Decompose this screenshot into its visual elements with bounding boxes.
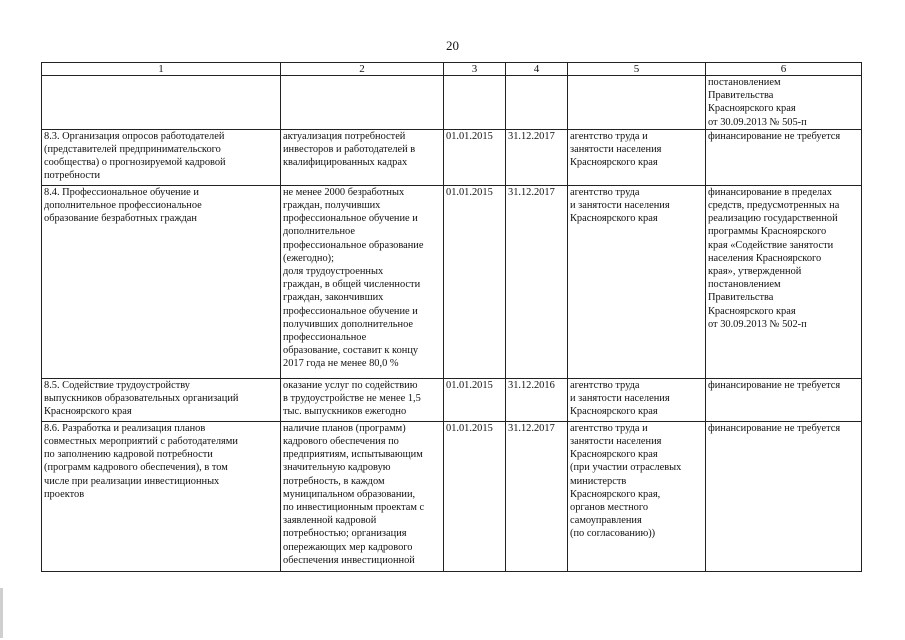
end-date-cell: 31.12.2016: [506, 378, 568, 421]
indicator-cell: наличие планов (программ) кадрового обеспечения по предприятиям, испытывающим значительную кадровую потребность, в каждом муниципальном образовании, по инвестиционным проектам с заявленной кадровой потребностью; организация опережающих мер кадрового обеспечения инвестиционной: [281, 421, 444, 571]
measure-cell: 8.4. Профессиональное обучение и дополнительное профессиональное образование безработных граждан: [42, 185, 281, 378]
table-row: [42, 421, 862, 571]
measure-cell: 8.6. Разработка и реализация планов совместных мероприятий с работодателями по заполнению кадровой потребности (программ кадрового обеспечения), в том числе при реализации инвестиционных проектов: [42, 421, 281, 571]
executor-cell: агентство труда и занятости населения Красноярского края: [568, 129, 706, 185]
executor-cell: агентство труда и занятости населения Красноярского края: [568, 378, 706, 421]
page-number: 20: [446, 38, 459, 53]
column-header: 6: [706, 63, 862, 76]
financing-cell: финансирование не требуется: [706, 129, 862, 185]
measure-cell: [42, 76, 281, 130]
end-date-cell: 31.12.2017: [506, 185, 568, 378]
end-date-cell: 31.12.2017: [506, 421, 568, 571]
table-row: [42, 76, 862, 130]
column-header: 3: [444, 63, 506, 76]
scan-edge-mark: [0, 588, 3, 638]
financing-cell: финансирование не требуется: [706, 421, 862, 571]
measures-table: [41, 62, 862, 572]
start-date-cell: 01.01.2015: [444, 378, 506, 421]
indicator-cell: [281, 76, 444, 130]
indicator-cell: не менее 2000 безработных граждан, получивших профессиональное обучение и дополнительное профессиональное образование (ежегодно); доля трудоустроенных граждан, в общей численности граждан, закончивших профессиональное обучение и получивших дополнительное профессиональное образование, составит к концу 2017 года не менее 80,0 %: [281, 185, 444, 378]
financing-cell: финансирование не требуется: [706, 378, 862, 421]
table-row: [42, 129, 862, 185]
executor-cell: агентство труда и занятости населения Красноярского края: [568, 185, 706, 378]
measure-cell: 8.5. Содействие трудоустройству выпускников образовательных организаций Красноярского края: [42, 378, 281, 421]
executor-cell: [568, 76, 706, 130]
end-date-cell: 31.12.2017: [506, 129, 568, 185]
start-date-cell: 01.01.2015: [444, 129, 506, 185]
start-date-cell: 01.01.2015: [444, 421, 506, 571]
indicator-cell: оказание услуг по содействию в трудоустройстве не менее 1,5 тыс. выпускников ежегодно: [281, 378, 444, 421]
financing-cell: финансирование в пределах средств, предусмотренных на реализацию государственной программы Красноярского края «Содействие занятости населения Красноярского края», утвержденной постановлением Правительства Красноярского края от 30.09.2013 № 502-п: [706, 185, 862, 378]
financing-cell: постановлением Правительства Красноярского края от 30.09.2013 № 505-п: [706, 76, 862, 130]
table-row: [42, 185, 862, 378]
measure-cell: 8.3. Организация опросов работодателей (представителей предпринимательского сообщества) о прогнозируемой кадровой потребности: [42, 129, 281, 185]
end-date-cell: [506, 76, 568, 130]
executor-cell: агентство труда и занятости населения Красноярского края (при участии отраслевых министерств Красноярского края, органов местного самоуправления (по согласованию)): [568, 421, 706, 571]
start-date-cell: [444, 76, 506, 130]
table-row: [42, 378, 862, 421]
column-header: 2: [281, 63, 444, 76]
start-date-cell: 01.01.2015: [444, 185, 506, 378]
column-header: 5: [568, 63, 706, 76]
table-header-row: [42, 63, 862, 76]
indicator-cell: актуализация потребностей инвесторов и работодателей в квалифицированных кадрах: [281, 129, 444, 185]
column-header: 4: [506, 63, 568, 76]
column-header: 1: [42, 63, 281, 76]
